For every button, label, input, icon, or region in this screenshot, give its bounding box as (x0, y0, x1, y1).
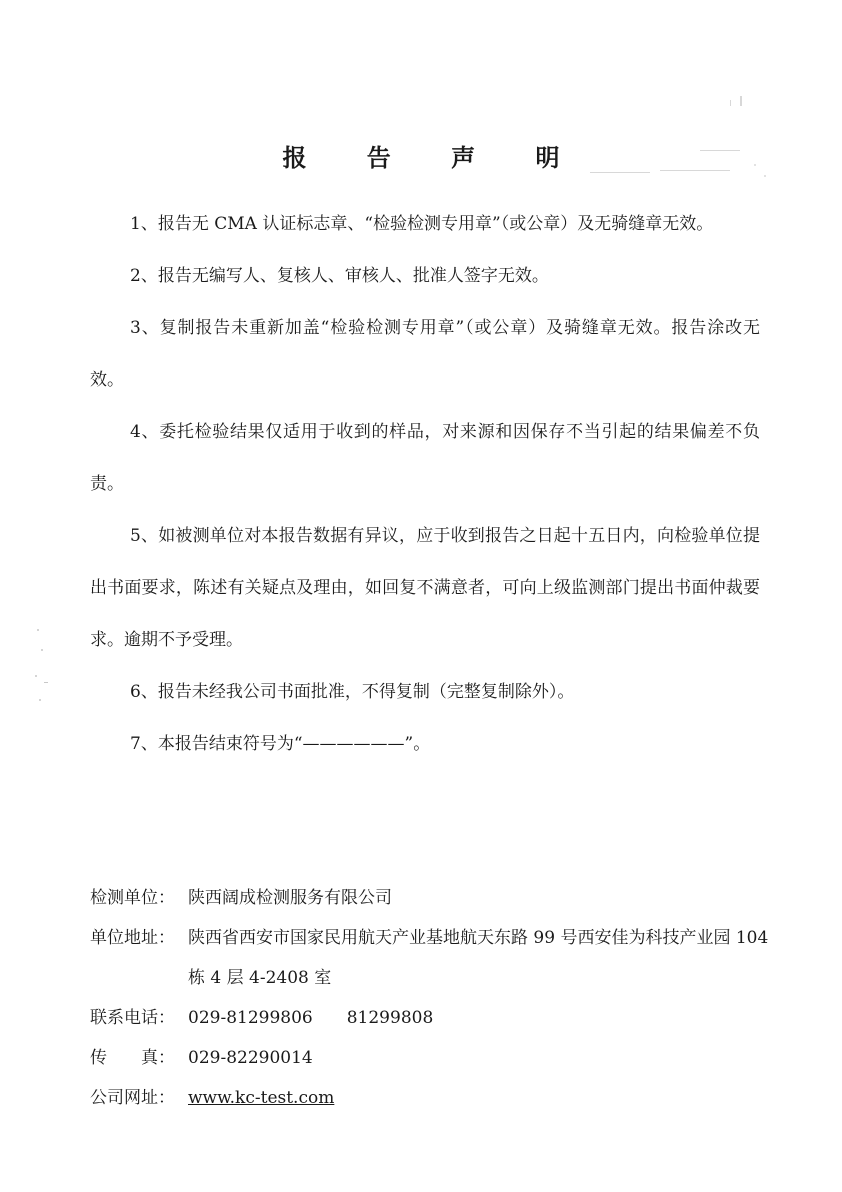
fax-value: 029-82290014 (188, 1048, 313, 1068)
website-value (188, 1078, 780, 1118)
page-title: 报 告 声 明 (282, 143, 586, 172)
fax-row (90, 1038, 780, 1078)
address-label: 单位地址： (90, 928, 175, 948)
clause-3: 3、复制报告未重新加盖“检验检测专用章”（或公章）及骑缝章无效。报告涂改无效。 (90, 318, 760, 390)
phone-number-2: 81299808 (346, 1008, 434, 1028)
website-row (90, 1078, 780, 1118)
website-link[interactable]: www.kc-test.com (188, 1088, 335, 1108)
clause-2: 2、报告无编写人、复核人、审核人、批准人签字无效。 (130, 266, 549, 286)
clause-5: 5、如被测单位对本报告数据有异议，应于收到报告之日起十五日内，向检验单位提出书面要求，陈述有关疑点及理由，如回复不满意者，可向上级监测部门提出书面仲裁要求。逾期不予受理。 (90, 526, 760, 650)
clause-7: 7、本报告结束符号为“——————”。 (130, 734, 431, 754)
phone-number-1: 029-81299806 (188, 1008, 313, 1028)
address-value: 陕西省西安市国家民用航天产业基地航天东路 99 号西安佳为科技产业园 104 栋 4 层 4-2408 室 (188, 928, 769, 988)
clause-1: 1、报告无 CMA 认证标志章、“检验检测专用章”（或公章）及无骑缝章无效。 (130, 214, 714, 234)
unit-row (90, 878, 780, 918)
fax-label: 传 真： (90, 1048, 175, 1068)
phone-label: 联系电话： (90, 1008, 175, 1028)
scan-specks-left (28, 620, 58, 710)
unit-label: 检测单位： (90, 888, 175, 908)
statement-clauses (90, 198, 760, 770)
unit-value: 陕西阔成检测服务有限公司 (188, 888, 392, 908)
clause-6: 6、报告未经我公司书面批准，不得复制（完整复制除外）。 (130, 682, 575, 702)
address-row (90, 918, 780, 998)
phone-values (188, 998, 780, 1038)
phone-row (90, 998, 780, 1038)
clause-4: 4、委托检验结果仅适用于收到的样品，对来源和因保存不当引起的结果偏差不负责。 (90, 422, 760, 494)
contact-block (90, 878, 780, 1118)
website-label: 公司网址： (90, 1088, 175, 1108)
